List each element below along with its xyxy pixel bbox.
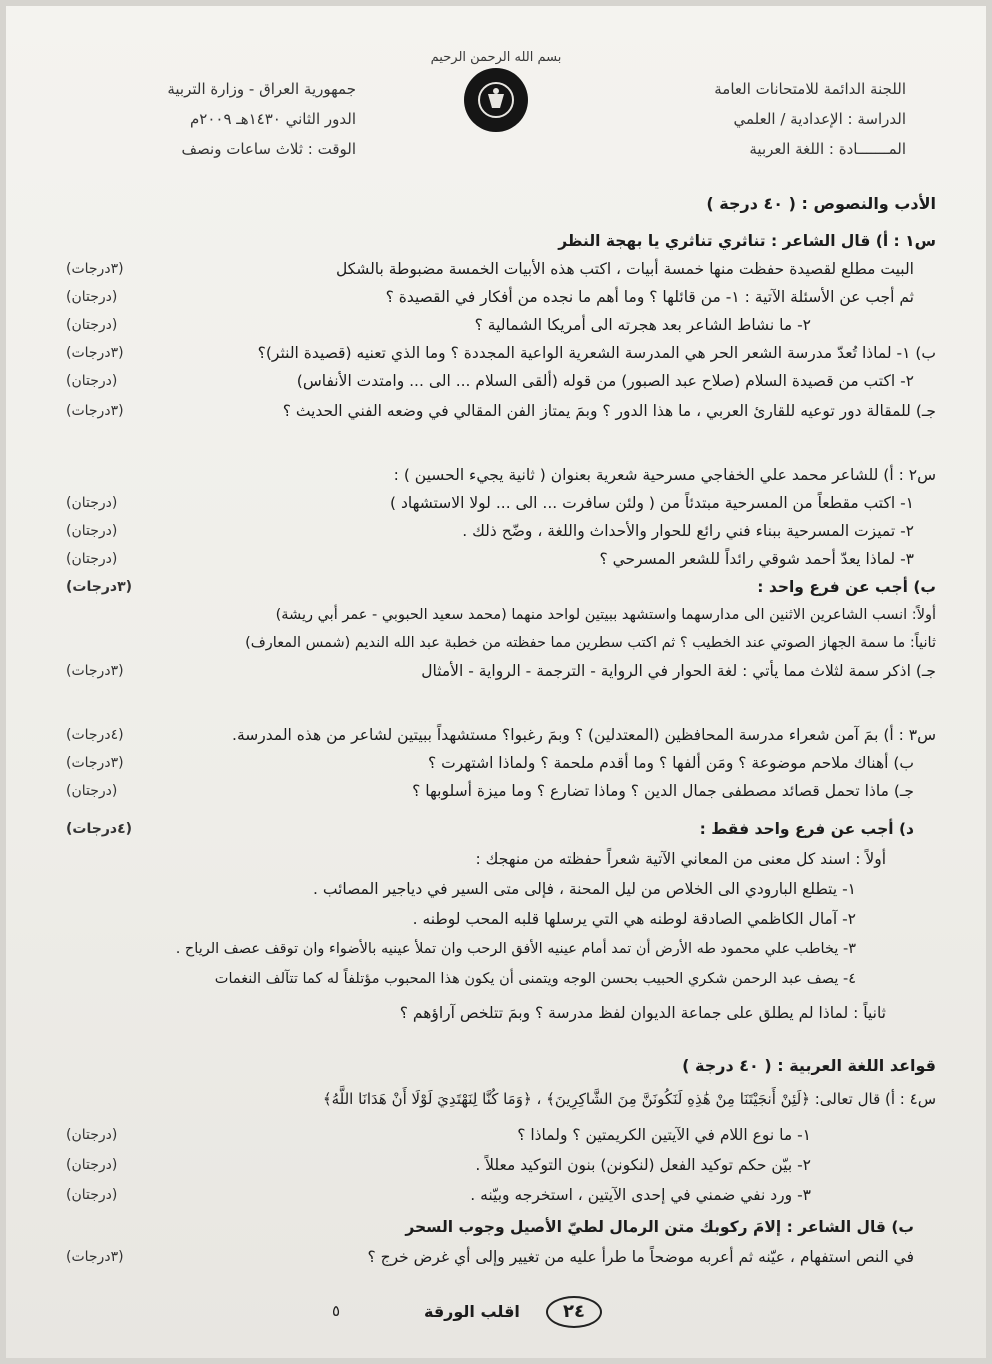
q1-a1-mark: (٣درجات): [66, 261, 124, 277]
q1-b2-mark: (درجتان): [66, 373, 118, 389]
exam-sheet: [6, 6, 986, 1358]
ministry-name: جمهورية العراق - وزارة التربية: [167, 80, 356, 98]
q1-a2: ثم أجب عن الأسئلة الآتية : ١- من قائلها ؟ وما أهم ما نجده من أفكار في القصيدة ؟ (درجتان): [66, 284, 914, 310]
q4-a3: ٣- ورد نفي ضمني في إحدى الآيتين ، استخرجه وبيّنه . (درجتان): [66, 1182, 811, 1208]
exam-session: الدور الثاني ١٤٣٠هـ ٢٠٠٩م: [190, 110, 356, 128]
q1-a3: ٢- ما نشاط الشاعر بعد هجرته الى أمريكا الشمالية ؟ (درجتان): [66, 312, 811, 338]
q2-a-intro: س٢ : أ) للشاعر محمد علي الخفاجي مسرحية شعرية بعنوان ( ثانية يجيء الحسين ) :: [393, 466, 936, 484]
q1-a2-mark: (درجتان): [66, 289, 118, 305]
q1-c-mark: (٣درجات): [66, 403, 124, 419]
q1-c: جـ) للمقالة دور توعيه للقارئ العربي ، ما هذا الدور ؟ وبمَ يمتاز الفن المقالي في وضعه الفني الحديث ؟ (٣درجات): [66, 398, 936, 424]
q3-d-second: ثانياً : لماذا لم يطلق على جماعة الديوان لفظ مدرسة ؟ وبمَ تتلخص آراؤهم ؟: [399, 1004, 886, 1022]
q3-d2: ٢- آمال الكاظمي الصادقة لوطنه هي التي يرسلها قلبه المحب لوطنه .: [412, 910, 856, 928]
basmala: بسم الله الرحمن الرحيم: [430, 50, 562, 65]
q4-b1-mark: (٣درجات): [66, 1249, 124, 1265]
section-literature-title: الأدب والنصوص : ( ٤٠ درجة ): [706, 194, 936, 213]
q2-a3: ٣- لماذا يعدّ أحمد شوقي رائداً للشعر المسرحي ؟ (درجتان): [66, 546, 914, 572]
iraq-emblem-icon: [464, 68, 528, 132]
q4-b1: في النص استفهام ، عيّنه ثم أعربه موضحاً ما طرأ عليه من تغيير وإلى أي غرض خرج ؟ (٣درجات): [66, 1244, 914, 1270]
q3-b-mark: (٣درجات): [66, 755, 124, 771]
q2-a1: ١- اكتب مقطعاً من المسرحية مبتدئاً من ( ولئن سافرت ... الى ... لولا الاستشهاد ) (درجتان): [66, 490, 914, 516]
q4-a-intro: س٤ : أ) قال تعالى: ﴿لَئِنْ أَنجَيْتَنَا مِنْ هَٰذِهِ لَنَكُونَنَّ مِنَ الشَّاكِرِينَ﴾ ، ﴿وَمَا كُنَّا لِنَهْتَدِيَ لَوْلَا أَنْ هَدَانَا اللَّهُ﴾: [322, 1090, 936, 1108]
footer-number: ٥: [332, 1302, 341, 1320]
q2-b-mark: (٣درجات): [66, 579, 133, 595]
q4-a3-mark: (درجتان): [66, 1187, 118, 1203]
section-grammar-title: قواعد اللغة العربية : ( ٤٠ درجة ): [682, 1056, 936, 1075]
q3-d4: ٤- يصف عبد الرحمن شكري الحبيب بحسن الوجه ويتمنى أن يكون هذا المحبوب مؤتلفاً له كما تتآلف النغمات: [214, 971, 856, 987]
q2-a2-mark: (درجتان): [66, 523, 118, 539]
turn-page-note: اقلب الورقة: [424, 1302, 520, 1321]
committee-name: اللجنة الدائمة للامتحانات العامة: [714, 80, 906, 98]
q4-a1-mark: (درجتان): [66, 1127, 118, 1143]
q2-c: جـ) اذكر سمة لثلاث مما يأتي : لغة الحوار في الرواية - الترجمة - الرواية - الأمثال (٣درجات): [66, 658, 936, 684]
q3-c: جـ) ماذا تحمل قصائد مصطفى جمال الدين ؟ وماذا تضارع ؟ وما ميزة أسلوبها ؟ (درجتان): [66, 778, 914, 804]
q3-b: ب) أهناك ملاحم موضوعة ؟ ومَن ألفها ؟ وما أقدم ملحمة ؟ ولماذا اشتهرت ؟ (٣درجات): [66, 750, 914, 776]
q2-a1-mark: (درجتان): [66, 495, 118, 511]
page-number-circled: ٢٤: [546, 1296, 602, 1328]
q2-b2: ثانياً: ما سمة الجهاز الصوتي عند الخطيب ؟ ثم اكتب سطرين مما حفظته من خطبة عبد الله النديم (شمس المعارف): [245, 635, 936, 651]
q2-c-mark: (٣درجات): [66, 663, 124, 679]
header-left: [116, 74, 356, 164]
q1-a-intro: س١ : أ) قال الشاعر : تناثري تناثري يا بهجة النظر: [558, 232, 936, 250]
q2-a3-mark: (درجتان): [66, 551, 118, 567]
q3-c-mark: (درجتان): [66, 783, 118, 799]
q1-b2: ٢- اكتب من قصيدة السلام (صلاح عبد الصبور) من قوله (ألقى السلام ... الى ... وامتدت الأنفاس) (درجتان): [66, 368, 914, 394]
q3-a-mark: (٤درجات): [66, 727, 124, 743]
header-right: [714, 74, 906, 164]
q4-a2-mark: (درجتان): [66, 1157, 118, 1173]
q4-b-intro: ب) قال الشاعر : إلامَ ركوبك متن الرمال لطيّ الأصيل وجوب السحر: [405, 1218, 914, 1236]
q2-a2: ٢- تميزت المسرحية ببناء فني رائع للحوار والأحداث واللغة ، وضّح ذلك . (درجتان): [66, 518, 914, 544]
q3-d3: ٣- يخاطب علي محمود طه الأرض أن تمد أمام عينيه الأفق الرحب وان تملأ عينيه بالأضواء وان توقف عصف الرياح .: [175, 941, 856, 957]
q4-a1: ١- ما نوع اللام في الآيتين الكريمتين ؟ ولماذا ؟ (درجتان): [66, 1122, 811, 1148]
q3-a: س٣ : أ) بمَ آمن شعراء مدرسة المحافظين (المعتدلين) ؟ وبمَ رغبوا؟ مستشهداً ببيتين لشاعر من هذه المدرسة. (٤درجات): [66, 722, 936, 748]
subject: المـــــــادة : اللغة العربية: [749, 140, 906, 158]
q3-d-first: أولاً : اسند كل معنى من المعاني الآتية شعراً حفظته من منهجك :: [475, 850, 886, 868]
q2-b: ب) أجب عن فرع واحد : (٣درجات): [66, 574, 936, 600]
q3-d1: ١- يتطلع البارودي الى الخلاص من ليل المحنة ، فإلى متى السير في دياجير المصائب .: [313, 880, 856, 898]
q1-a1: البيت مطلع لقصيدة حفظت منها خمسة أبيات ، اكتب هذه الأبيات الخمسة مضبوطة بالشكل (٣درجات): [66, 256, 914, 282]
q3-d: د) أجب عن فرع واحد فقط : (٤درجات): [66, 816, 914, 842]
q1-a3-mark: (درجتان): [66, 317, 118, 333]
q2-b1: أولاً: انسب الشاعرين الاثنين الى مدارسهما واستشهد ببيتين لواحد منهما (محمد سعيد الحبوبي - عمر أبي ريشة): [275, 607, 936, 623]
study-branch: الدراسة : الإعدادية / العلمي: [733, 110, 906, 128]
q1-b1-mark: (٣درجات): [66, 345, 124, 361]
q3-d-mark: (٤درجات): [66, 821, 133, 837]
q4-a2: ٢- بيّن حكم توكيد الفعل (لنكونن) بنون التوكيد معللاً . (درجتان): [66, 1152, 811, 1178]
q1-b1: ب) ١- لماذا تُعدّ مدرسة الشعر الحر هي المدرسة الشعرية الواعية المجددة ؟ وما الذي تعنيه (قصيدة النثر)؟ (٣درجات): [66, 340, 936, 366]
exam-duration: الوقت : ثلاث ساعات ونصف: [181, 140, 356, 158]
